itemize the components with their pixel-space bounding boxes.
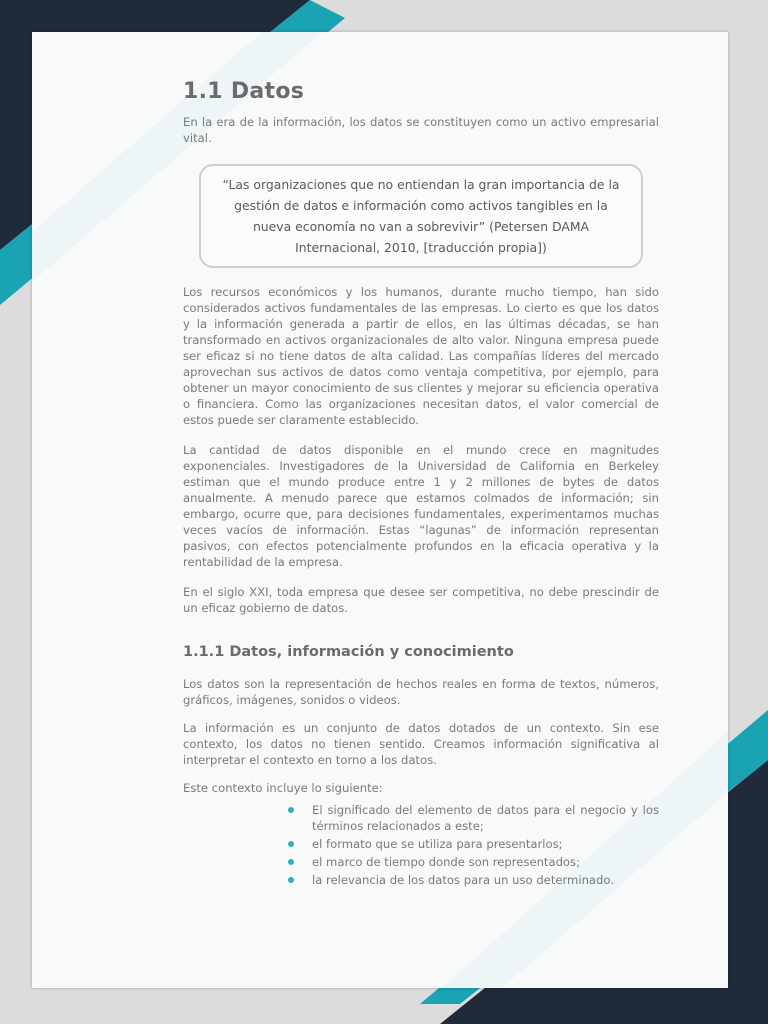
- context-list: [183, 802, 659, 888]
- bullet-icon: [288, 877, 294, 883]
- document-page: [32, 32, 728, 988]
- list-item-text: El significado del elemento de datos para el negocio y los términos relacionados a este;: [312, 803, 659, 833]
- bullet-icon: [288, 841, 294, 847]
- body-paragraph: La cantidad de datos disponible en el mundo crece en magnitudes exponenciales. Investigadores de la Universidad de California en Berkeley estiman que el mundo produce entre 1 y 2 millones de bytes de datos anualmente. A menudo parece que estamos colmados de información; sin embargo, ocurre que, para decisiones fundamentales, experimentamos muchas veces vacíos de información. Estas “lagunas” de información representan pasivos, con efectos potencialmente profundos en la eficacia operativa y la rentabilidad de la empresa.: [183, 443, 659, 569]
- page-content: [183, 79, 659, 890]
- list-item-text: la relevancia de los datos para un uso determinado.: [312, 873, 614, 887]
- body-paragraph: En el siglo XXI, toda empresa que desee ser competitiva, no debe prescindir de un eficaz gobierno de datos.: [183, 585, 659, 615]
- subsection-paragraph: Este contexto incluye lo siguiente:: [183, 781, 383, 795]
- list-item: [288, 854, 659, 870]
- list-item: [288, 836, 659, 852]
- list-item: [288, 872, 659, 888]
- subsection-title: 1.1.1 Datos, información y conocimiento: [183, 644, 514, 660]
- quote-box: “Las organizaciones que no entiendan la gran importancia de la gestión de datos e información como activos tangibles en la nueva economía no van a sobrevivir” (Petersen DAMA Internacional, 2010, [traducción propia]): [199, 164, 643, 268]
- body-paragraph: Los recursos económicos y los humanos, durante mucho tiempo, han sido considerados activos fundamentales de las empresas. Lo cierto es que los datos y la información generada a partir de ellos, en las últimas décadas, se han transformado en activos organizacionales de alto valor. Ninguna empresa puede ser eficaz si no tiene datos de alta calidad. Las compañías líderes del mercado aprovechan sus activos de datos como ventaja competitiva, por ejemplo, para obtener un mayor conocimiento de sus clientes y mejorar su eficiencia operativa o financiera. Como las organizaciones necesitan datos, el valor comercial de estos puede ser claramente establecido.: [183, 285, 659, 427]
- subsection-paragraph: La información es un conjunto de datos dotados de un contexto. Sin ese contexto, los datos no tienen sentido. Creamos información significativa al interpretar el contexto en torno a los datos.: [183, 721, 659, 767]
- bullet-icon: [288, 859, 294, 865]
- intro-paragraph: En la era de la información, los datos se constituyen como un activo empresarial vital.: [183, 115, 659, 145]
- subsection-paragraph: Los datos son la representación de hechos reales en forma de textos, números, gráficos, imágenes, sonidos o videos.: [183, 677, 659, 707]
- bullet-icon: [288, 807, 294, 813]
- list-item-text: el formato que se utiliza para presentarlos;: [312, 837, 563, 851]
- list-item-text: el marco de tiempo donde son representados;: [312, 855, 580, 869]
- list-item: [288, 802, 659, 834]
- section-title: 1.1 Datos: [183, 79, 305, 104]
